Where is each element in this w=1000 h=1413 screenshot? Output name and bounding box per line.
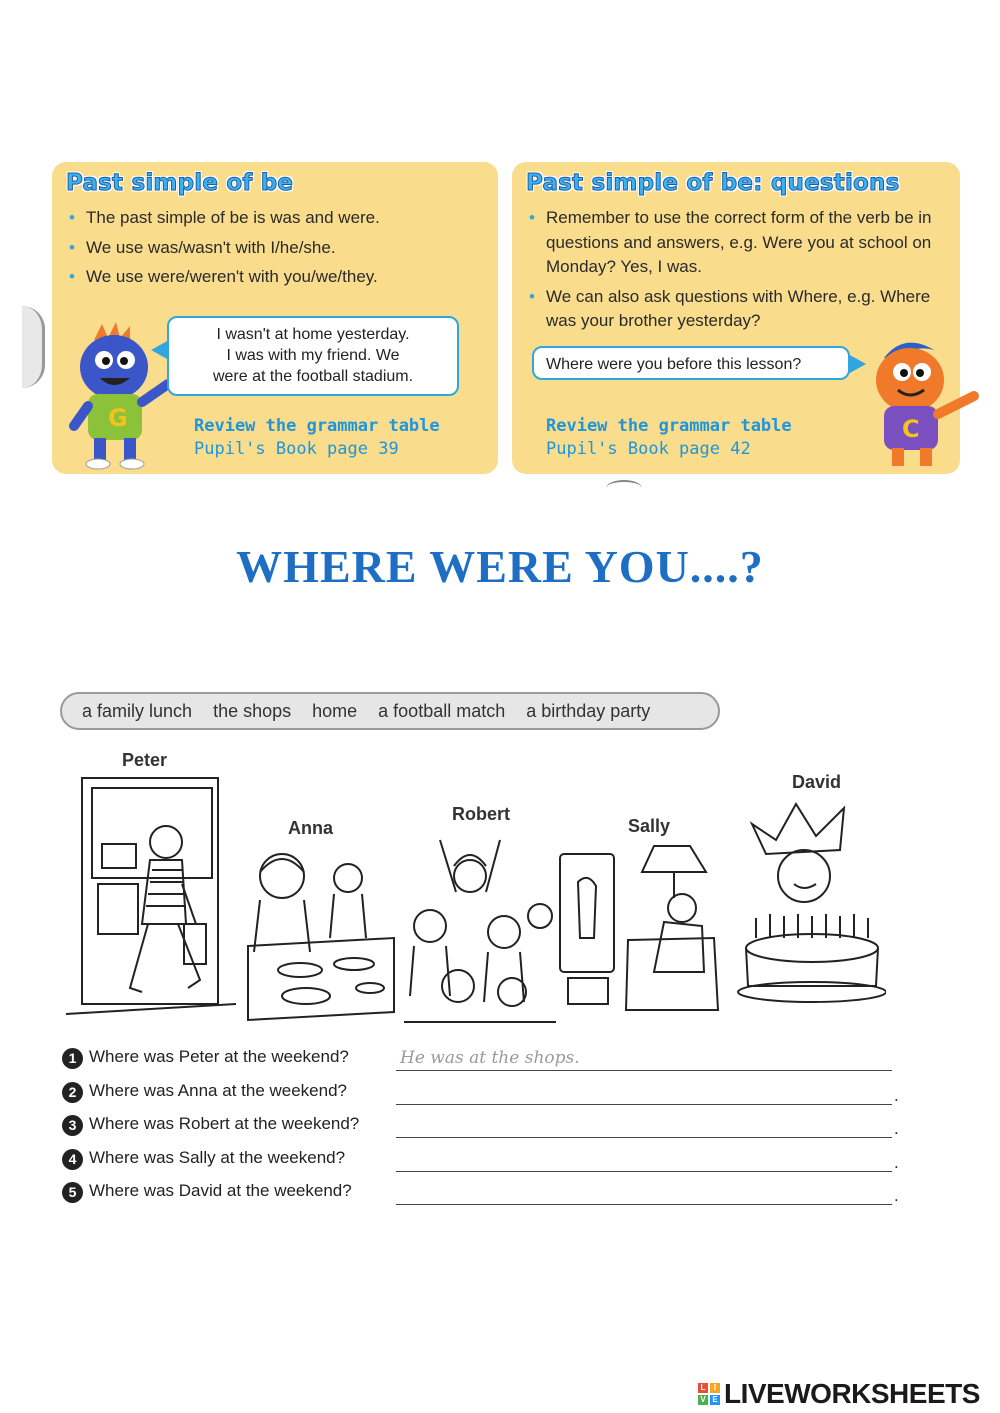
page-edge-arc — [22, 306, 45, 388]
bubble-line: I was with my friend. We — [226, 347, 400, 364]
review-page: Pupil's Book page 42 — [546, 439, 751, 459]
logo-mark-icon — [698, 1383, 720, 1405]
rule-text: We use was/wasn't with I/he/she. — [86, 237, 336, 257]
question-row — [62, 1145, 902, 1175]
mascot-letter: C — [902, 415, 920, 443]
question-row — [62, 1078, 902, 1108]
grammar-box-title: Past simple of be — [66, 170, 294, 196]
page-title: WHERE WERE YOU....? — [236, 541, 764, 592]
word-bank-item: a birthday party — [526, 700, 651, 721]
word-bank-item: home — [312, 700, 358, 721]
football-match-illustration — [400, 836, 560, 1024]
mascot-letter: G — [108, 404, 128, 432]
bullet-icon: • — [529, 208, 535, 227]
review-note — [194, 415, 440, 461]
question-row — [62, 1178, 902, 1208]
grammar-rule — [66, 265, 480, 290]
period-mark: . — [894, 1086, 899, 1105]
bullet-icon: • — [529, 286, 535, 306]
family-lunch-illustration — [246, 842, 396, 1028]
logo-cell: L — [698, 1383, 708, 1393]
question-text: Where was Robert at the weekend? — [89, 1114, 360, 1133]
bubble-line: were at the football stadium. — [212, 368, 414, 385]
grammar-rules — [526, 206, 942, 339]
answer-field[interactable] — [396, 1178, 892, 1205]
bubble-tail — [151, 340, 169, 360]
shop-scene-illustration — [66, 774, 236, 1028]
grammar-box-questions — [512, 162, 960, 474]
liveworksheets-logo — [698, 1378, 980, 1410]
answer-field[interactable] — [396, 1044, 892, 1071]
period-mark: . — [894, 1186, 899, 1205]
question-number: 5 — [62, 1182, 83, 1203]
bubble-text: Where were you before this lesson? — [546, 356, 802, 373]
person-name-sally: Sally — [628, 816, 671, 836]
bullet-icon: • — [69, 237, 75, 257]
bubble-line: I wasn't at home yesterday. — [216, 326, 410, 343]
question-text: Where was Anna at the weekend? — [89, 1081, 347, 1100]
question-number: 3 — [62, 1115, 83, 1136]
word-bank-item: the shops — [213, 700, 292, 721]
word-bank — [60, 692, 720, 730]
review-note — [546, 415, 792, 461]
mascot-c-icon — [864, 336, 984, 472]
page-edge-arc — [606, 480, 642, 496]
period-mark: . — [894, 1153, 899, 1172]
grammar-box-past-simple — [52, 162, 498, 474]
question-text: Where was Peter at the weekend? — [89, 1047, 349, 1066]
rule-text: The past simple of be is was and were. — [86, 208, 380, 227]
question-number: 1 — [62, 1048, 83, 1069]
answer-field[interactable] — [396, 1111, 892, 1138]
grammar-rule — [66, 206, 480, 231]
bullet-icon: • — [69, 267, 75, 286]
question-row — [62, 1111, 902, 1141]
question-text: Where was David at the weekend? — [89, 1181, 352, 1200]
answer-field[interactable] — [396, 1078, 892, 1105]
person-name-anna: Anna — [288, 818, 333, 838]
period-mark: . — [894, 1119, 899, 1138]
bullet-icon: • — [69, 208, 75, 227]
speech-bubble — [167, 316, 459, 396]
person-name-peter: Peter — [122, 750, 168, 770]
grammar-rule — [526, 285, 942, 334]
grammar-box-title: Past simple of be: questions — [526, 170, 900, 196]
answer-field[interactable] — [396, 1145, 892, 1172]
question-number: 2 — [62, 1082, 83, 1103]
word-bank-item: a football match — [378, 700, 506, 721]
logo-cell: E — [710, 1395, 720, 1405]
speech-bubble — [532, 346, 850, 380]
logo-cell: I — [710, 1383, 720, 1393]
question-row — [62, 1044, 902, 1074]
review-page: Pupil's Book page 39 — [194, 439, 399, 459]
rule-text: Remember to use the correct form of the verb be in questions and answers, e.g. Were you at school on Monday? Yes, I was. — [546, 208, 932, 276]
home-tv-illustration — [554, 842, 724, 1016]
person-name-robert: Robert — [452, 804, 510, 824]
logo-cell: V — [698, 1395, 708, 1405]
grammar-rule — [526, 206, 942, 280]
review-title: Review the grammar table — [194, 416, 440, 436]
word-bank-item: a family lunch — [82, 700, 193, 721]
review-title: Review the grammar table — [546, 416, 792, 436]
rule-text: We can also ask questions with Where, e.g. Where was your brother yesterday? — [546, 286, 931, 330]
question-number: 4 — [62, 1149, 83, 1170]
question-text: Where was Sally at the weekend? — [89, 1148, 346, 1167]
logo-text: LIVEWORKSHEETS — [724, 1378, 980, 1409]
grammar-rule — [66, 236, 480, 261]
person-name-david: David — [792, 772, 842, 792]
answer-text: He was at the shops. — [400, 1048, 580, 1068]
grammar-rules — [66, 206, 480, 295]
rule-text: We use were/weren't with you/we/they. — [86, 267, 378, 286]
birthday-party-illustration — [736, 800, 886, 1006]
